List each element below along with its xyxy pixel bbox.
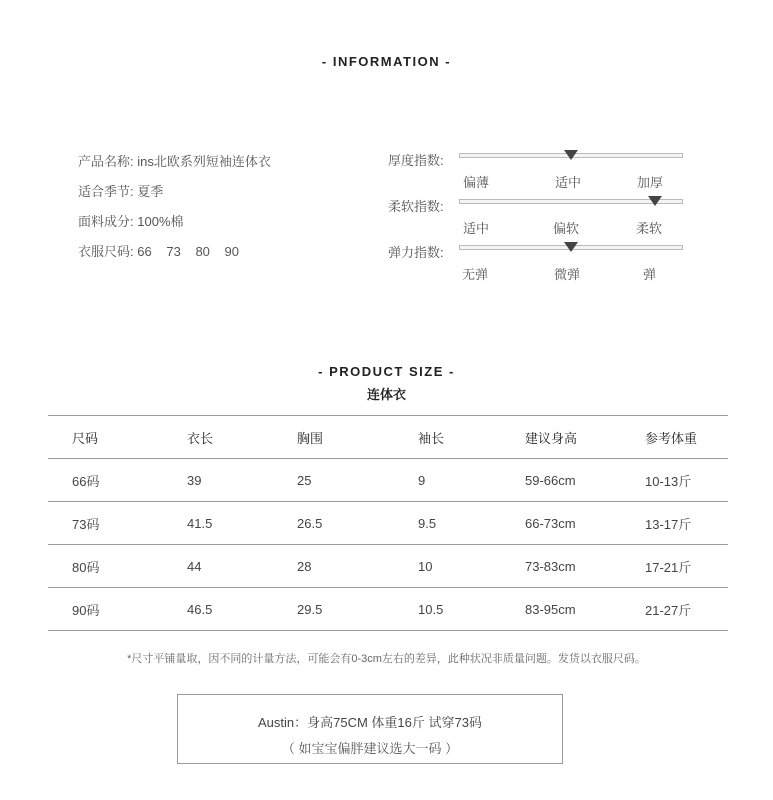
elasticity-option-low: 无弹 (462, 267, 489, 282)
elasticity-index-track (459, 245, 683, 250)
size-option: 66 (137, 244, 152, 259)
thickness-index-label: 厚度指数: (388, 153, 444, 168)
table-cell: 10 (418, 545, 525, 588)
sizes-row (78, 241, 271, 271)
product-info-list (78, 151, 271, 271)
table-cell: 39 (187, 459, 297, 502)
thickness-option-low: 偏薄 (463, 175, 490, 190)
size-option: 80 (195, 244, 210, 259)
measurement-note: *尺寸平铺量取，因不同的计量方法，可能会有0-3cm左右的差异，此种状况非质量问题。发货以衣服尺码。 (127, 653, 646, 665)
thickness-index (388, 150, 688, 196)
table-cell: 90码 (48, 588, 187, 631)
table-row (48, 502, 728, 545)
thickness-option-high: 加厚 (637, 175, 664, 190)
table-cell: 73码 (48, 502, 187, 545)
sizes-values (137, 244, 250, 259)
fabric-row (78, 211, 271, 241)
softness-index-label: 柔软指数: (388, 199, 444, 214)
elasticity-index (388, 242, 688, 288)
table-cell: 21-27斤 (645, 588, 728, 631)
softness-index (388, 196, 688, 242)
table-cell: 59-66cm (525, 459, 645, 502)
table-cell: 41.5 (187, 502, 297, 545)
elasticity-index-label: 弹力指数: (388, 245, 444, 260)
table-cell: 83-95cm (525, 588, 645, 631)
model-fit-advice: （ 如宝宝偏胖建议选大一码 ） (281, 741, 459, 756)
column-header: 建议身高 (525, 416, 645, 459)
product-size-title: - PRODUCT SIZE - (318, 364, 455, 379)
table-cell: 9 (418, 459, 525, 502)
product-size-subtitle: 连体衣 (366, 387, 406, 402)
thickness-index-track (459, 153, 683, 158)
season-row (78, 181, 271, 211)
table-cell: 66-73cm (525, 502, 645, 545)
softness-index-track (459, 199, 683, 204)
table-cell: 10-13斤 (645, 459, 728, 502)
elasticity-option-high: 弹 (643, 267, 657, 282)
table-cell: 13-17斤 (645, 502, 728, 545)
product-name-row (78, 151, 271, 181)
table-cell: 26.5 (297, 502, 418, 545)
model-fit-info: Austin：身高75CM 体重16斤 试穿73码 (258, 715, 482, 730)
information-title: - INFORMATION - (321, 54, 452, 69)
table-cell: 10.5 (418, 588, 525, 631)
table-cell: 46.5 (187, 588, 297, 631)
thickness-option-mid: 适中 (555, 175, 582, 190)
product-name-value: ins北欧系列短袖连体衣 (137, 154, 271, 169)
softness-option-high: 柔软 (636, 221, 663, 236)
softness-option-mid: 偏软 (553, 221, 580, 236)
table-cell: 66码 (48, 459, 187, 502)
fabric-label: 面料成分: (78, 214, 134, 229)
table-cell: 80码 (48, 545, 187, 588)
table-cell: 9.5 (418, 502, 525, 545)
column-header: 衣长 (187, 416, 297, 459)
table-row (48, 459, 728, 502)
size-table (48, 415, 728, 631)
model-fit-box (177, 694, 563, 764)
table-row (48, 588, 728, 631)
elasticity-index-marker (564, 242, 578, 252)
elasticity-option-mid: 微弹 (554, 267, 581, 282)
table-cell: 28 (297, 545, 418, 588)
season-value: 夏季 (137, 184, 164, 199)
season-label: 适合季节: (78, 184, 134, 199)
size-option: 90 (224, 244, 239, 259)
column-header: 参考体重 (645, 416, 728, 459)
table-cell: 17-21斤 (645, 545, 728, 588)
softness-option-low: 适中 (463, 221, 490, 236)
column-header: 胸围 (297, 416, 418, 459)
table-cell: 73-83cm (525, 545, 645, 588)
table-cell: 29.5 (297, 588, 418, 631)
column-header: 尺码 (48, 416, 187, 459)
softness-index-marker (648, 196, 662, 206)
table-row (48, 545, 728, 588)
sizes-label: 衣服尺码: (78, 244, 134, 259)
table-cell: 44 (187, 545, 297, 588)
thickness-index-marker (564, 150, 578, 160)
column-header: 袖长 (418, 416, 525, 459)
table-cell: 25 (297, 459, 418, 502)
table-header-row (48, 416, 728, 459)
product-name-label: 产品名称: (78, 154, 134, 169)
size-option: 73 (166, 244, 181, 259)
fabric-value: 100%棉 (137, 214, 184, 229)
